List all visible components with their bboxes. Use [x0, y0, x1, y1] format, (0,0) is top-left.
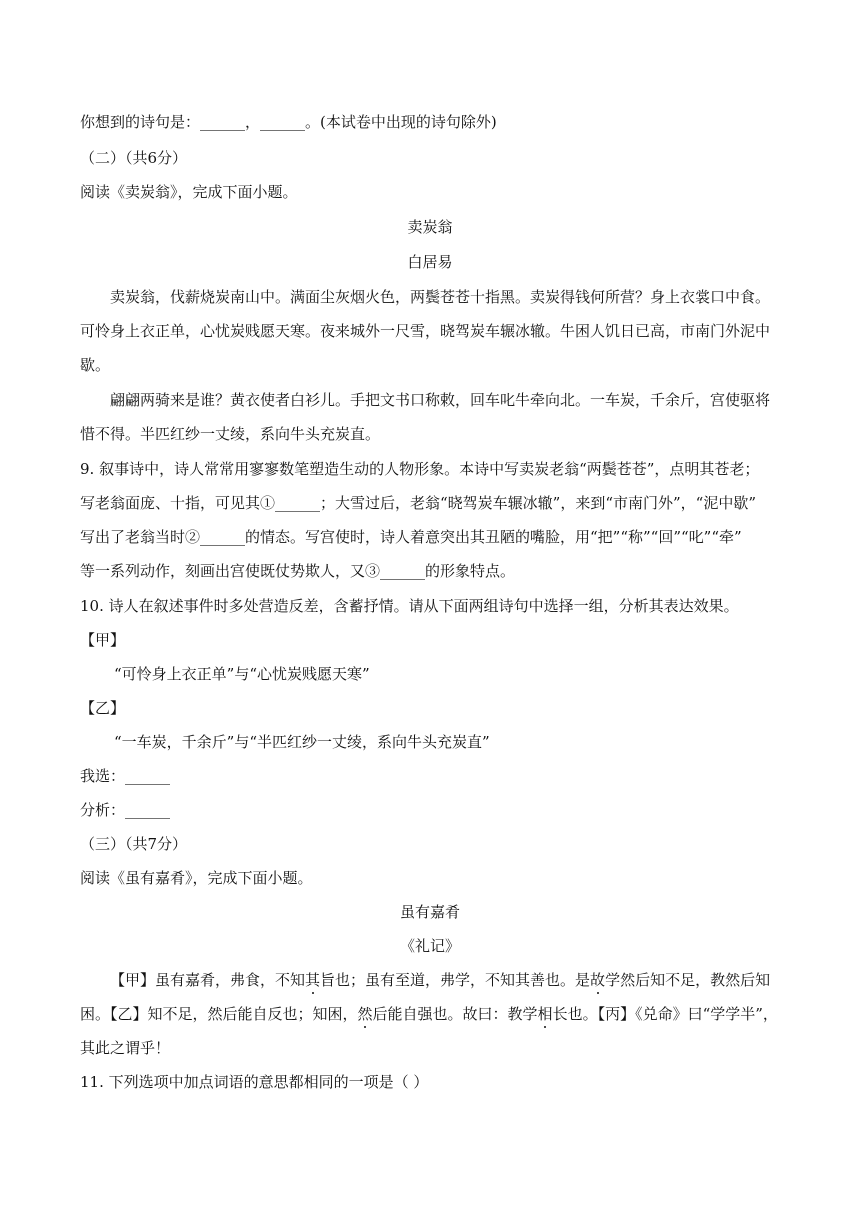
passage-line [110, 970, 770, 990]
option-yi-text: “一车炭，千余斤”与“半匹红纱一丈绫，系向牛头充炭直” [114, 733, 490, 751]
dotted-word: 然 [357, 1005, 373, 1023]
part2-instruction: 阅读《卖炭翁》，完成下面小题。 [80, 183, 298, 201]
option-jia-label: 【甲】 [80, 631, 126, 649]
poem-author: 白居易 [407, 253, 453, 271]
passage-text: 后能自强也。故曰：教学 [372, 1005, 538, 1023]
passage-line: 其此之谓乎！ [80, 1039, 171, 1057]
part3-instruction: 阅读《虽有嘉肴》，完成下面小题。 [80, 869, 313, 887]
passage-text: 旨也；虽有至道，弗学，不知其善也。是 [320, 971, 591, 989]
part2-heading: （二）（共6分） [80, 149, 188, 167]
question-10: 10. 诗人在叙述事件时多处营造反差，含蓄抒情。请从下面两组诗句中选择一组，分析其表达效果。 [80, 597, 739, 615]
poem-line: 可怜身上衣正单，心忧炭贱愿天寒。夜来城外一尺雪，晓驾炭车辗冰辙。牛困人饥日已高，市南门外泥中 [80, 322, 771, 340]
prev-question-end: 你想到的诗句是：______，______。(本试卷中出现的诗句除外) [80, 113, 497, 131]
question-9-line: 写老翁面庞、十指，可见其①______；大雪过后，老翁“晓驾炭车辗冰辙”，来到“市南门外”，“泥中歇” [80, 494, 757, 512]
passage-line [80, 1004, 778, 1024]
poem-title: 卖炭翁 [407, 218, 453, 236]
poem-line: 翩翩两骑来是谁？黄衣使者白衫儿。手把文书口称敕，回车叱牛牵向北。一车炭，千余斤，宫使驱将 [110, 391, 771, 409]
option-jia-text: “可怜身上衣正单”与“心忧炭贱愿天寒” [114, 665, 370, 683]
question-9-line: 写出了老翁当时②______的情态。写宫使时，诗人着意突出其丑陋的嘴脸，用“把”“称”“回”“叱”“牵” [80, 528, 742, 546]
dotted-word: 其 [305, 971, 321, 989]
passage-text: 学然后知不足，教然后知 [605, 971, 771, 989]
question-9: 9. 叙事诗中，诗人常常用寥寥数笔塑造生动的人物形象。本诗中写卖炭老翁“两鬓苍苍”，点明其苍老； [80, 460, 760, 478]
passage-title: 虽有嘉肴 [399, 903, 460, 921]
passage-text: 【甲】虽有嘉肴，弗食，不知 [110, 971, 306, 989]
passage-text: 长也。【丙】《兑命》曰“学学半”， [552, 1005, 778, 1023]
dotted-word: 故 [590, 971, 606, 989]
option-yi-label: 【乙】 [80, 699, 126, 717]
dotted-word: 相 [537, 1005, 553, 1023]
poem-line: 卖炭翁，伐薪烧炭南山中。满面尘灰烟火色，两鬓苍苍十指黑。卖炭得钱何所营？身上衣裳口中食。 [110, 288, 771, 306]
poem-line: 惜不得。半匹红纱一丈绫，系向牛头充炭直。 [80, 425, 381, 443]
part3-heading: （三）（共7分） [80, 835, 188, 853]
poem-line: 歇。 [80, 356, 111, 374]
question-9-line: 等一系列动作，刻画出宫使既仗势欺人，又③______的形象特点。 [80, 562, 516, 580]
question-11: 11. 下列选项中加点词语的意思都相同的一项是（ ） [80, 1073, 429, 1091]
answer-choose-blank: 我选：______ [80, 767, 171, 785]
passage-source: 《礼记》 [399, 937, 460, 955]
passage-text: 困。【乙】知不足，然后能自反也；知困， [80, 1005, 358, 1023]
answer-analysis-blank: 分析：______ [80, 801, 171, 819]
